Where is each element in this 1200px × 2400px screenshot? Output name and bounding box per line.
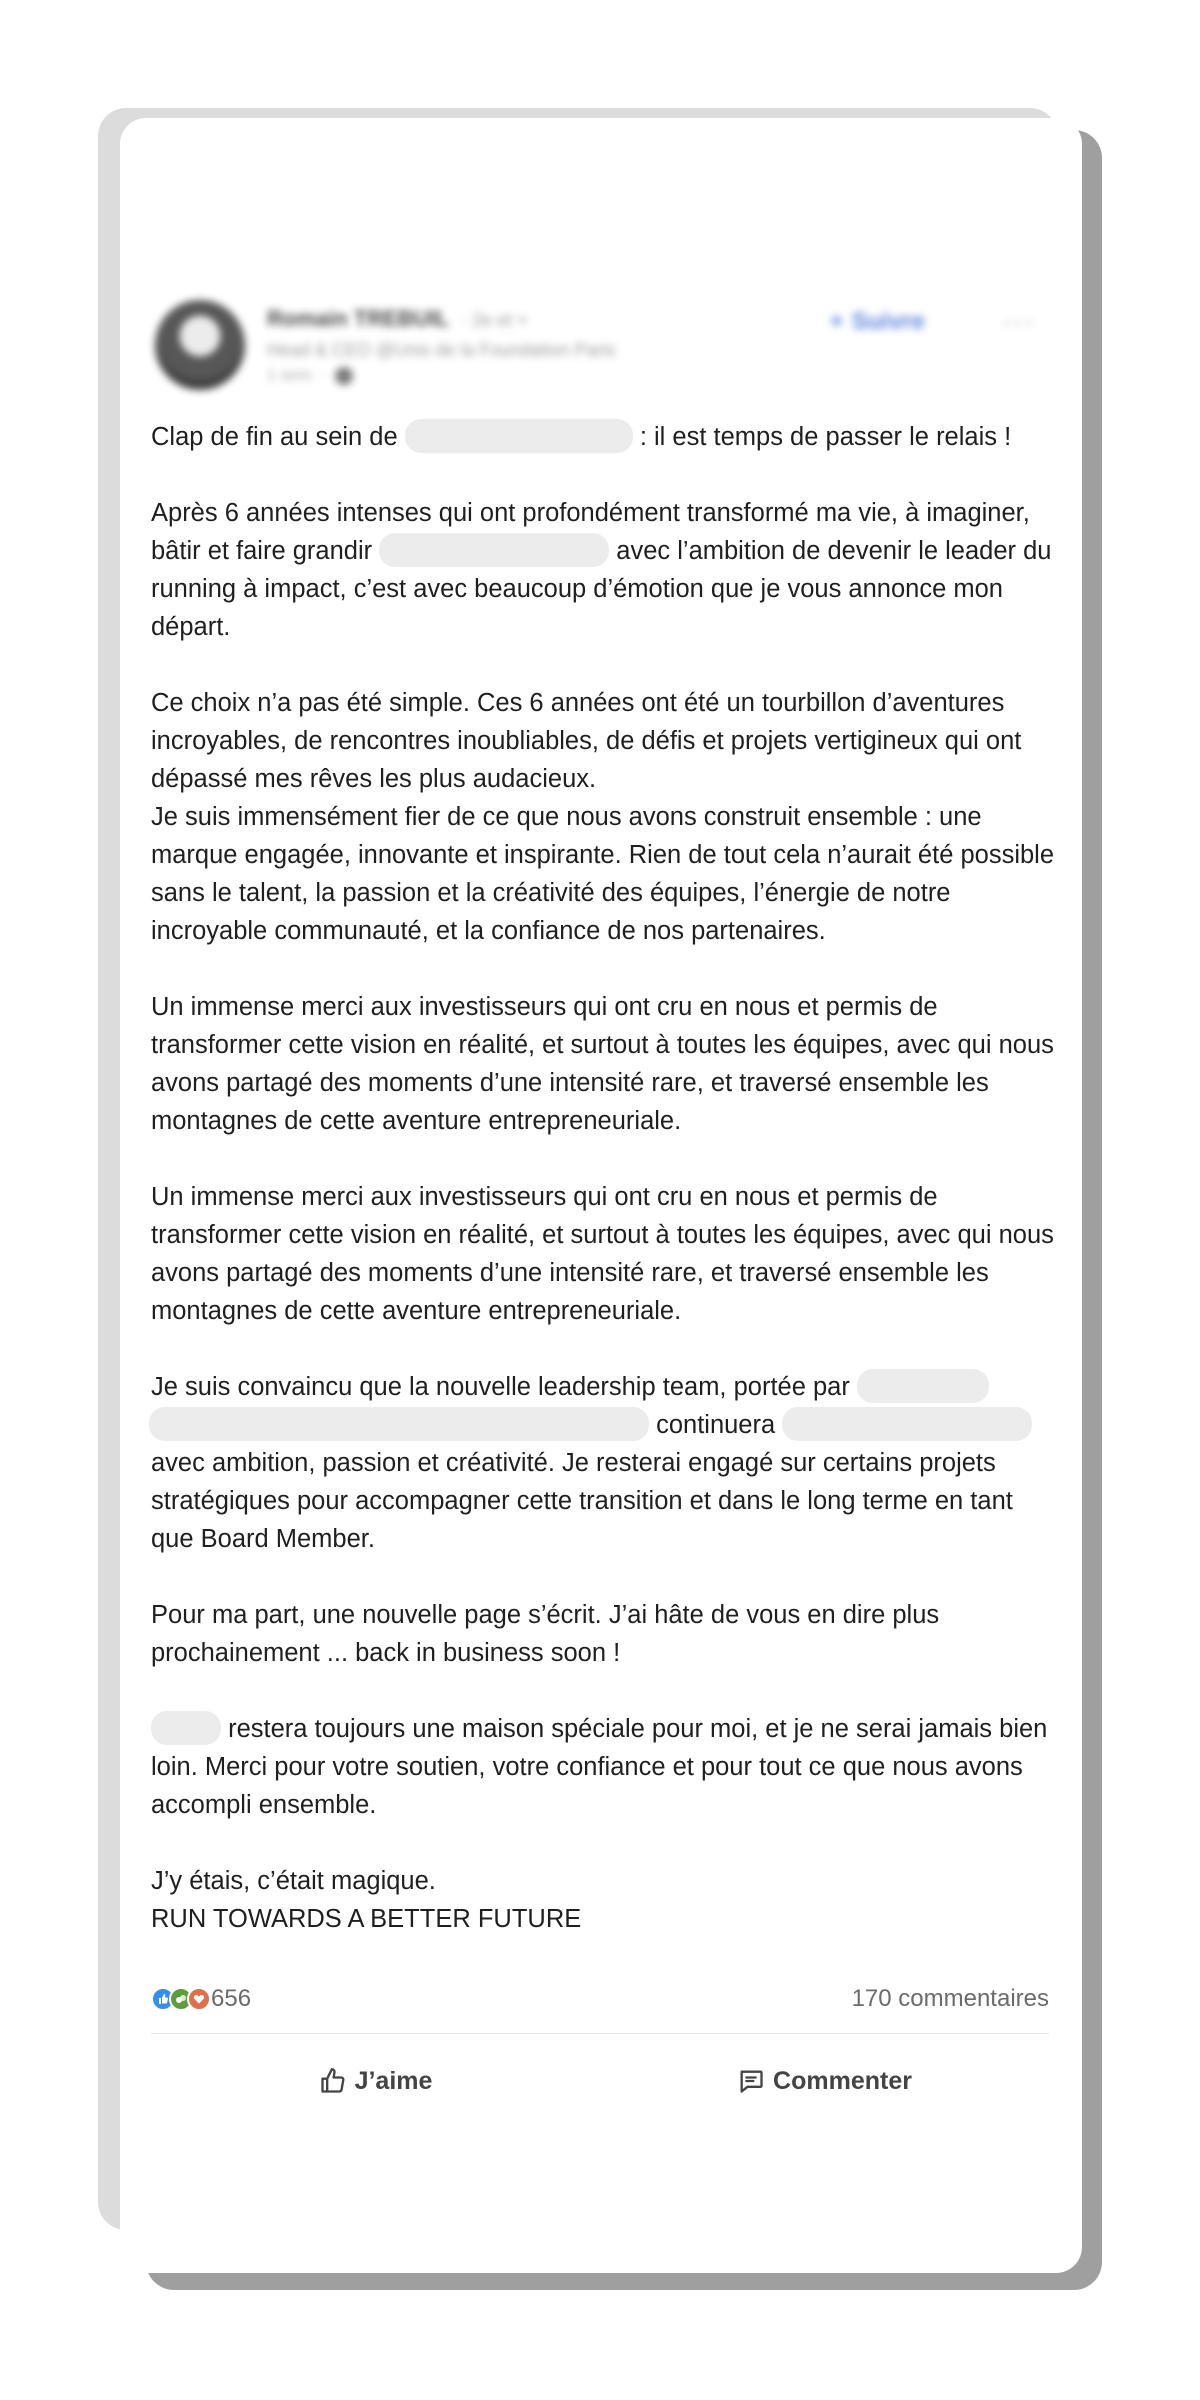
post-paragraph-5: Un immense merci aux investisseurs qui ont cru en nous et permis de transformer cette vision en réalité, et surtout à toutes les équipes, avec qui nous avons partagé des moments d’une intensité rare, et traversé ensemble les montagnes de cette aventure entrepreneuriale. <box>151 993 1054 1135</box>
text-segment: continuera <box>649 1411 783 1439</box>
love-reaction-icon <box>187 1987 211 2011</box>
avatar[interactable] <box>155 300 245 390</box>
comments-count[interactable]: 170 commentaires <box>851 1985 1049 2012</box>
text-segment: Après 6 années intenses qui ont profondément transformé ma vie, à imaginer, bâtir et faire grandir <box>151 499 1030 565</box>
post-paragraph-3: Ce choix n’a pas été simple. Ces 6 années ont été un tourbillon d’aventures incroyables, de rencontres inoubliables, de défis et projets vertigineux qui ont dépassé mes rêves les plus audacieux. <box>151 689 1022 793</box>
follow-label: Suivre <box>851 308 925 335</box>
comment-icon <box>737 2067 765 2095</box>
post-paragraph-1 <box>151 418 1056 456</box>
text-segment: Je suis convaincu que la nouvelle leadership team, portée par <box>151 1373 857 1401</box>
post-paragraph-2 <box>151 494 1056 646</box>
like-button[interactable] <box>151 2056 600 2106</box>
reaction-icons <box>151 1987 205 2011</box>
text-segment: : il est temps de passer le relais ! <box>632 423 1012 451</box>
redacted-brand-name <box>151 1711 221 1745</box>
post-paragraph-9 <box>151 1710 1056 1824</box>
globe-icon <box>335 367 353 385</box>
divider <box>151 2033 1049 2034</box>
redacted-company-name <box>379 533 609 567</box>
reactions-summary[interactable] <box>151 1985 251 2013</box>
text-segment: avec l’ambition de devenir le leader du running à impact, c’est avec beaucoup d’émotion que je vous annonce mon départ. <box>151 537 1052 641</box>
follow-button[interactable] <box>830 308 925 336</box>
post-meta <box>267 367 615 385</box>
text-segment: avec ambition, passion et créativité. Je resterai engagé sur certains projets stratégiques pour accompagner cette transition et dans le long terme en tant que Board Member. <box>151 1449 1013 1553</box>
author-name[interactable]: Romain TREBUIL <box>267 306 450 331</box>
author-block <box>267 306 615 385</box>
author-line <box>267 306 615 332</box>
reaction-count: 656 <box>211 1985 252 2012</box>
text-segment: Clap de fin au sein de <box>151 423 405 451</box>
post-paragraph-8: Pour ma part, une nouvelle page s’écrit. J’ai hâte de vous en dire plus prochainement ... back in business soon ! <box>151 1601 940 1667</box>
closing-line: J’y étais, c’était magique. <box>151 1867 436 1895</box>
author-degree: · 2e et + <box>461 310 528 330</box>
post-paragraph-6: Un immense merci aux investisseurs qui ont cru en nous et permis de transformer cette vision en réalité, et surtout à toutes les équipes, avec qui nous avons partagé des moments d’une intensité rare, et traversé ensemble les montagnes de cette aventure entrepreneuriale. <box>151 1183 1054 1325</box>
post-actions <box>151 2056 1049 2106</box>
thumbs-up-icon <box>319 2067 347 2095</box>
author-headline: Head & CEO @Unis de la Foundation Paris <box>267 340 616 360</box>
redacted-company-name <box>405 419 633 453</box>
redacted-company-name <box>782 1407 1032 1441</box>
post-paragraph-4: Je suis immensément fier de ce que nous avons construit ensemble : une marque engagée, innovante et inspirante. Rien de tout cela n’aurait été possible sans le talent, la passion et la créativité des équipes, l’énergie de notre incroyable communauté, et la confiance de nos partenaires. <box>151 803 1055 945</box>
redacted-name <box>857 1369 989 1403</box>
redacted-names <box>149 1407 649 1441</box>
more-options-icon[interactable]: ··· <box>1003 306 1035 336</box>
closing-slogan: RUN TOWARDS A BETTER FUTURE <box>151 1905 582 1933</box>
post-body <box>151 418 1056 1938</box>
social-stats-row <box>151 1982 1049 2016</box>
post-time: 1 sem. · <box>267 367 325 384</box>
text-segment: restera toujours une maison spéciale pour moi, et je ne serai jamais bien loin. Merci pour votre soutien, votre confiance et pour tout ce que nous avons accompli ensemble. <box>151 1715 1048 1819</box>
comment-button[interactable] <box>600 2056 1049 2106</box>
plus-icon: + <box>829 308 844 335</box>
like-label: J’aime <box>354 2066 433 2095</box>
post-paragraph-7 <box>151 1368 1056 1558</box>
comment-label: Commenter <box>773 2066 912 2095</box>
post-paragraph-10 <box>151 1862 1056 1938</box>
post-header <box>155 300 1055 400</box>
